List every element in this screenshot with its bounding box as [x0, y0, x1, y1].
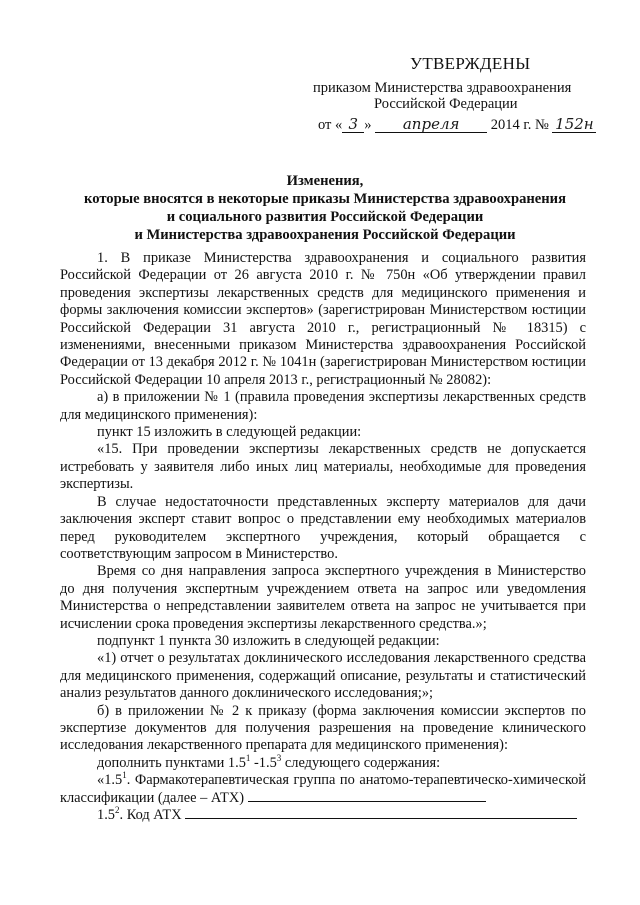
order-line-2: Российской Федерации: [374, 96, 518, 112]
title-line-2: которые вносятся в некоторые приказы Министерства здравоохранения: [84, 191, 566, 207]
blank-line-atx-group: [248, 800, 486, 802]
paragraph-8: «1) отчет о результатах доклинического исследования лекарственного средства для медицинского применения, содержащий описание, результаты и статистический анализ результатов данного доклинического исследования;»;: [60, 650, 586, 702]
order-number-handwritten: 152н: [552, 117, 596, 133]
document-title: [40, 172, 610, 244]
paragraph-9: б) в приложении № 2 к приказу (форма заключения комиссии экспертов по экспертизе документов для получения разрешения на проведение клинического исследования лекарственного препарата для медицинского применения):: [60, 702, 586, 754]
title-line-1: Изменения,: [286, 173, 364, 189]
date-prefix: от «: [318, 117, 343, 133]
date-day-handwritten: 3: [342, 117, 364, 133]
approved-heading: УТВЕРЖДЕНЫ: [410, 54, 531, 73]
paragraph-4: «15. При проведении экспертизы лекарственных средств не допускается истребовать у заявителя либо иных лиц материалы, необходимые для проведения экспертизы.: [60, 441, 586, 493]
date-mid: »: [364, 117, 372, 133]
paragraph-11: «$1.5^1$. Фармакотерапевтическая группа по анатомо-терапевтическо-химической классификации (далее – АТХ): [60, 770, 586, 806]
paragraph-3: пункт 15 изложить в следующей редакции:: [97, 424, 362, 441]
paragraph-5: В случае недостаточности представленных эксперту материалов для дачи заключения эксперт ставит вопрос о представлении ему необходимых материалов перед руководителем экспертного учреждения, который обращается с соответствующим запросом в Министерство.: [60, 493, 586, 562]
paragraph-12: $1.5^2$. Код АТХ: [60, 807, 586, 824]
paragraph-2: а) в приложении № 1 (правила проведения экспертизы лекарственных средств для медицинского применения):: [60, 389, 586, 423]
paragraph-7: подпункт 1 пункта 30 изложить в следующей редакции:: [97, 632, 440, 649]
document-body: [60, 250, 586, 824]
blank-line-atx-code: [185, 817, 577, 819]
title-line-3: и социального развития Российской Федерации: [166, 209, 484, 225]
order-date-line: [318, 117, 596, 134]
title-line-4: и Министерства здравоохранения Российской Федерации: [134, 227, 516, 243]
paragraph-10: дополнить пунктами $1.5^1$ $-1.5^3$ следующего содержания:: [97, 752, 441, 771]
date-month-handwritten: апреля: [375, 117, 487, 133]
order-line-1: приказом Министерства здравоохранения: [313, 80, 572, 96]
paragraph-1: 1. В приказе Министерства здравоохранения и социального развития Российской Федерации от 26 августа 2010 г. № 750н «Об утверждении правил проведения экспертизы лекарственных средств для медицинского применения и формы заключения комиссии экспертов» (зарегистрирован Министерством юстиции Российской Федерации 31 августа 2010 г., регистрационный № 18315) с изменениями, внесенными приказом Министерства здравоохранения Российской Федерации от 13 декабря 2012 г. № 1041н (зарегистрирован Министерством юстиции Российской Федерации 10 апреля 2013 г., регистрационный № 28082):: [60, 250, 586, 388]
date-year: 2014 г. №: [490, 117, 549, 133]
paragraph-6: Время со дня направления запроса экспертного учреждения в Министерство до дня получения экспертным учреждением ответа на запрос или уведомления Министерства о непредставлении заявителем ответа на запрос не учитывается при исчислении срока проведения экспертизы лекарственного средства.»;: [60, 563, 586, 632]
